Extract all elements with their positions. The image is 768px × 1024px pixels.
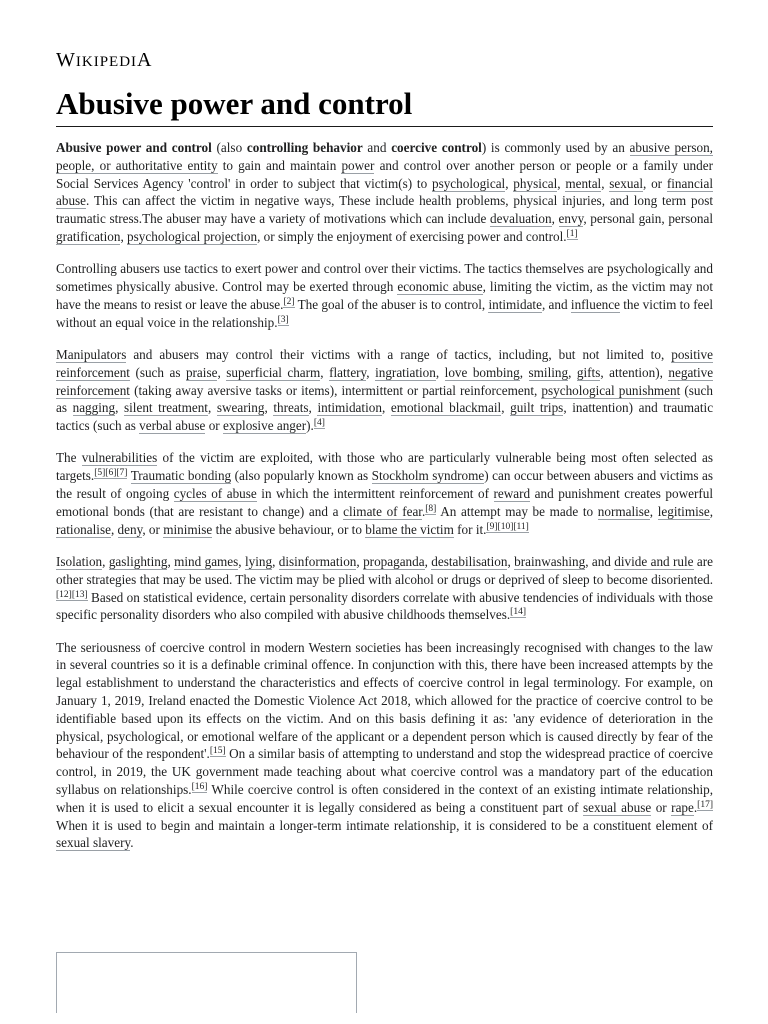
- text: While coercive control is often considered in the context of an existing intimate relationship, when it is used to elicit a sexual encounter it is legally considered as being a constituent part of: [56, 782, 713, 815]
- text: , or simply the enjoyment of exercising power and control.: [257, 228, 567, 244]
- link-devaluation[interactable]: devaluation: [490, 211, 552, 227]
- text: ) is commonly used by an: [481, 140, 630, 155]
- link-emotional-blackmail[interactable]: emotional blackmail: [390, 400, 502, 416]
- text: ,: [272, 553, 279, 569]
- citation[interactable]: [278, 315, 289, 326]
- text: ,: [501, 400, 511, 416]
- paragraph-4: [56, 449, 713, 538]
- link-isolation[interactable]: Isolation: [56, 553, 103, 569]
- link-divide-and-rule[interactable]: divide and rule: [614, 553, 694, 569]
- citation-link[interactable]: [3]: [277, 314, 289, 325]
- text: ,: [507, 553, 515, 569]
- text: (taking away aversive tasks or items), intermittent or partial reinforcement,: [129, 382, 542, 398]
- paragraph-1: [56, 139, 713, 246]
- text: .: [693, 799, 698, 815]
- link-psychological[interactable]: psychological: [431, 175, 506, 191]
- link-manipulators[interactable]: Manipulators: [56, 346, 127, 362]
- link-mental[interactable]: mental: [565, 175, 602, 191]
- text: ,: [424, 553, 432, 569]
- link-rape[interactable]: rape: [671, 799, 694, 815]
- text: , personal gain, personal: [583, 211, 713, 227]
- text: , or: [142, 521, 164, 537]
- text: The seriousness of coercive control in modern Western societies has been increasingly recognised with changes to the law in several countries so it is a definable criminal offence. In conjunction with this, there have been increased attempts by the legal establishment to understand the characteristics and effects of coercive control in legal terminology. For example, on January 1, 2019, Ireland enacted the Domestic Violence Act 2018, which allowed for the practice of coercive control to be identifiable based upon its effects on the victim. And on this basis defining it as: 'any evidence of deterioration in the physical, psychological, or emotional welfare of the applicant or a dependent person which is caused directly by fear of the behaviour of the respondent'.: [56, 639, 713, 762]
- citation[interactable]: [510, 607, 526, 618]
- text: to gain and maintain: [217, 157, 342, 173]
- link-psychological-projection[interactable]: psychological projection: [127, 228, 258, 244]
- link-disinformation[interactable]: disinformation: [278, 553, 357, 569]
- text: the abusive behaviour, or to: [212, 521, 366, 537]
- citation[interactable]: [210, 746, 226, 757]
- citation[interactable]: [283, 297, 294, 308]
- citation[interactable]: [192, 782, 208, 793]
- text: On a similar basis of attempting to understand and stop the widespread practice of coercive control, in 2019, the UK government made teaching about what coercive control was a mandatory part of the education syllabus on relationships.: [56, 746, 713, 797]
- text: (such as: [56, 382, 713, 416]
- text: ,: [167, 553, 175, 569]
- text: (such as: [129, 364, 186, 380]
- link-guilt-trips[interactable]: guilt trips: [510, 400, 564, 416]
- link-physical[interactable]: physical: [513, 175, 558, 191]
- text: .: [421, 503, 426, 519]
- paragraph-6: [56, 639, 713, 853]
- citation-link[interactable]: [4]: [313, 418, 325, 429]
- text: and abusers may control their victims with a range of tactics, including, but not limited to,: [126, 346, 672, 362]
- text: .: [130, 835, 134, 851]
- link-vulnerabilities[interactable]: vulnerabilities: [81, 450, 158, 466]
- text: and punishment creates powerful emotional bonds (that are resistant to change) and a: [56, 486, 713, 519]
- paragraph-5: [56, 553, 713, 624]
- bold-term: coercive control: [391, 140, 482, 155]
- text: Controlling abusers use tactics to exert power and control over their victims. The tactics themselves are psychologically and sometimes physically abusive. Control may be exerted through: [56, 261, 713, 295]
- link-smiling[interactable]: smiling: [528, 364, 569, 380]
- text: in which the intermittent reinforcement of: [256, 486, 494, 502]
- text: , limiting the victim, as the victim may not have the means to resist or leave the abuse.: [56, 279, 714, 312]
- citation-link[interactable]: [11]: [513, 521, 529, 532]
- text: ).: [306, 418, 314, 434]
- text: ,: [505, 175, 514, 191]
- link-mind-games[interactable]: mind games: [174, 553, 239, 569]
- text: (also popularly known as: [231, 468, 372, 484]
- text: and control over another person or people or a family under Social Services Agency 'control' in order to subject that victim(s) to: [56, 157, 713, 191]
- link-minimise[interactable]: minimise: [163, 521, 213, 537]
- link-destabilisation[interactable]: destabilisation: [431, 553, 508, 569]
- link-blame-the-victim[interactable]: blame the victim: [365, 521, 454, 537]
- link-economic-abuse[interactable]: economic abuse: [397, 279, 483, 295]
- link-sexual[interactable]: sexual: [609, 175, 643, 191]
- citation-link[interactable]: [8]: [425, 503, 437, 514]
- link-nagging[interactable]: nagging: [72, 400, 116, 416]
- bold-term: controlling behavior: [246, 140, 363, 155]
- article-body: [56, 139, 713, 867]
- text: , and: [585, 553, 615, 569]
- text: ,: [217, 364, 227, 380]
- link-praise[interactable]: praise: [185, 364, 218, 380]
- citation[interactable]: [697, 800, 713, 811]
- link-financial-abuse[interactable]: financial abuse: [56, 175, 713, 209]
- text: are other strategies that may be used. The victim may be plied with alcohol or drugs or deprived of sleep to become disoriented.: [56, 553, 714, 587]
- text: When it is used to begin and maintain a longer-term intimate relationship, it is considered to be a constituent element of: [56, 817, 713, 833]
- text: ) can occur between abusers and victims as the result of ongoing: [56, 468, 713, 502]
- link-influence[interactable]: influence: [570, 296, 620, 312]
- text: An attempt may be made to: [436, 503, 598, 519]
- link-gifts[interactable]: gifts: [576, 364, 601, 380]
- text: . This can affect the victim in negative ways, These include health problems, physical injuries, and long term post traumatic stress.The abuser may have a variety of motivations which can include: [56, 193, 713, 227]
- link-sexual-abuse[interactable]: sexual abuse: [582, 799, 652, 815]
- citation[interactable]: [56, 590, 88, 601]
- citation[interactable]: [567, 229, 578, 240]
- text: ,: [709, 503, 714, 519]
- title-divider: [56, 126, 713, 127]
- text: ,: [356, 553, 364, 569]
- link-legitimise[interactable]: legitimise: [657, 503, 710, 519]
- citation-link[interactable]: [17]: [697, 799, 713, 810]
- citation-link[interactable]: [10]: [497, 521, 514, 532]
- link-verbal-abuse[interactable]: verbal abuse: [139, 418, 206, 434]
- logo-last-letter: A: [137, 49, 153, 71]
- bold-term: Abusive power and control: [56, 140, 212, 155]
- text: (also: [211, 140, 247, 155]
- citation[interactable]: [94, 468, 127, 479]
- text: ,: [557, 175, 566, 191]
- link-sexual-slavery[interactable]: sexual slavery: [56, 835, 131, 851]
- link-love-bombing[interactable]: love bombing: [444, 364, 520, 380]
- text: , attention),: [600, 364, 669, 380]
- text: ,: [207, 400, 217, 416]
- citation-link[interactable]: [5]: [94, 468, 106, 479]
- link-abusive-person[interactable]: abusive person, people, or authoritative entity: [56, 140, 713, 173]
- link-brainwashing[interactable]: brainwashing: [514, 553, 586, 569]
- link-rationalise[interactable]: rationalise: [56, 521, 111, 537]
- text: ,: [115, 400, 124, 416]
- citation-link[interactable]: [13]: [71, 589, 88, 600]
- text: ,: [110, 521, 118, 537]
- logo-first-letter: W: [56, 49, 76, 71]
- link-silent-treatment[interactable]: silent treatment: [124, 400, 208, 416]
- link-deny[interactable]: deny: [117, 521, 143, 537]
- text: ,: [120, 228, 128, 244]
- citation-link[interactable]: [1]: [566, 228, 578, 239]
- link-stockholm-syndrome[interactable]: Stockholm syndrome: [371, 468, 485, 484]
- text: of the victim are exploited, with those who are particularly vulnerable being most often selected as targets.: [56, 450, 713, 484]
- citation-link[interactable]: [14]: [510, 607, 526, 618]
- link-propaganda[interactable]: propaganda: [363, 553, 425, 569]
- link-superficial-charm[interactable]: superficial charm: [226, 364, 321, 380]
- citation-link[interactable]: [16]: [191, 782, 208, 792]
- link-negative-reinforcement[interactable]: negative reinforcement: [56, 364, 714, 398]
- text: ,: [238, 553, 245, 569]
- paragraph-3: [56, 346, 713, 435]
- text: , or: [643, 175, 667, 191]
- link-explosive-anger[interactable]: explosive anger: [223, 418, 307, 434]
- page-title: Abusive power and control: [56, 86, 413, 121]
- link-cycles-of-abuse[interactable]: cycles of abuse: [173, 486, 257, 502]
- link-swearing[interactable]: swearing: [216, 400, 265, 416]
- citation-link[interactable]: [15]: [209, 746, 226, 757]
- link-intimidate[interactable]: intimidate: [488, 296, 542, 312]
- link-threats[interactable]: threats: [273, 400, 309, 416]
- citation[interactable]: [425, 504, 436, 515]
- link-intimidation[interactable]: intimidation: [317, 400, 382, 416]
- text: ,: [435, 364, 445, 380]
- text: ,: [102, 553, 109, 569]
- citation-link[interactable]: [12]: [56, 589, 72, 600]
- link-normalise[interactable]: normalise: [597, 503, 650, 519]
- link-lying[interactable]: lying: [244, 553, 273, 569]
- link-gaslighting[interactable]: gaslighting: [108, 553, 168, 569]
- link-gratification[interactable]: gratification: [56, 228, 121, 244]
- table-of-contents-box: [56, 952, 357, 1013]
- link-traumatic-bonding[interactable]: Traumatic bonding: [130, 468, 232, 484]
- citation[interactable]: [486, 522, 528, 533]
- text: ,: [264, 400, 274, 416]
- citation-link[interactable]: [2]: [283, 296, 295, 307]
- link-positive-reinforcement[interactable]: positive reinforcement: [56, 346, 713, 380]
- text: ,: [649, 503, 658, 519]
- text: the victim to feel without an equal voice in the relationship.: [56, 296, 714, 330]
- text: or: [651, 799, 672, 815]
- citation-link[interactable]: [6]: [105, 468, 117, 479]
- link-flattery[interactable]: flattery: [329, 364, 367, 380]
- text: The: [56, 450, 82, 466]
- citation[interactable]: [314, 418, 325, 429]
- link-reward[interactable]: reward: [493, 486, 531, 502]
- link-envy[interactable]: envy: [558, 211, 584, 227]
- paragraph-2: [56, 260, 713, 331]
- link-climate-of-fear[interactable]: climate of fear: [343, 503, 422, 519]
- text: ,: [320, 364, 330, 380]
- text: for it.: [453, 521, 487, 537]
- text: ,: [308, 400, 318, 416]
- text: , inattention) and traumatic tactics (such as: [56, 400, 714, 434]
- link-power[interactable]: power: [341, 157, 375, 173]
- text: The goal of the abuser is to control,: [294, 296, 489, 312]
- wikipedia-logo[interactable]: [56, 49, 153, 72]
- text: Based on statistical evidence, certain personality disorders correlate with abusive tendencies of individuals with those specific personality disorders who also compiled with abusive childhoods themselves.: [56, 589, 713, 623]
- text: , and: [541, 296, 571, 312]
- citation-link[interactable]: [9]: [486, 521, 498, 532]
- link-psychological-punishment[interactable]: psychological punishment: [541, 382, 681, 398]
- citation-link[interactable]: [7]: [116, 468, 128, 479]
- text: or: [205, 418, 223, 434]
- text: ,: [366, 364, 376, 380]
- text: ,: [519, 364, 529, 380]
- text: ,: [601, 175, 610, 191]
- logo-middle-letters: IKIPEDI: [75, 54, 138, 70]
- text: ,: [551, 211, 559, 227]
- text: and: [362, 140, 392, 155]
- link-ingratiation[interactable]: ingratiation: [375, 364, 436, 380]
- text: ,: [568, 364, 577, 380]
- text: ,: [381, 400, 391, 416]
